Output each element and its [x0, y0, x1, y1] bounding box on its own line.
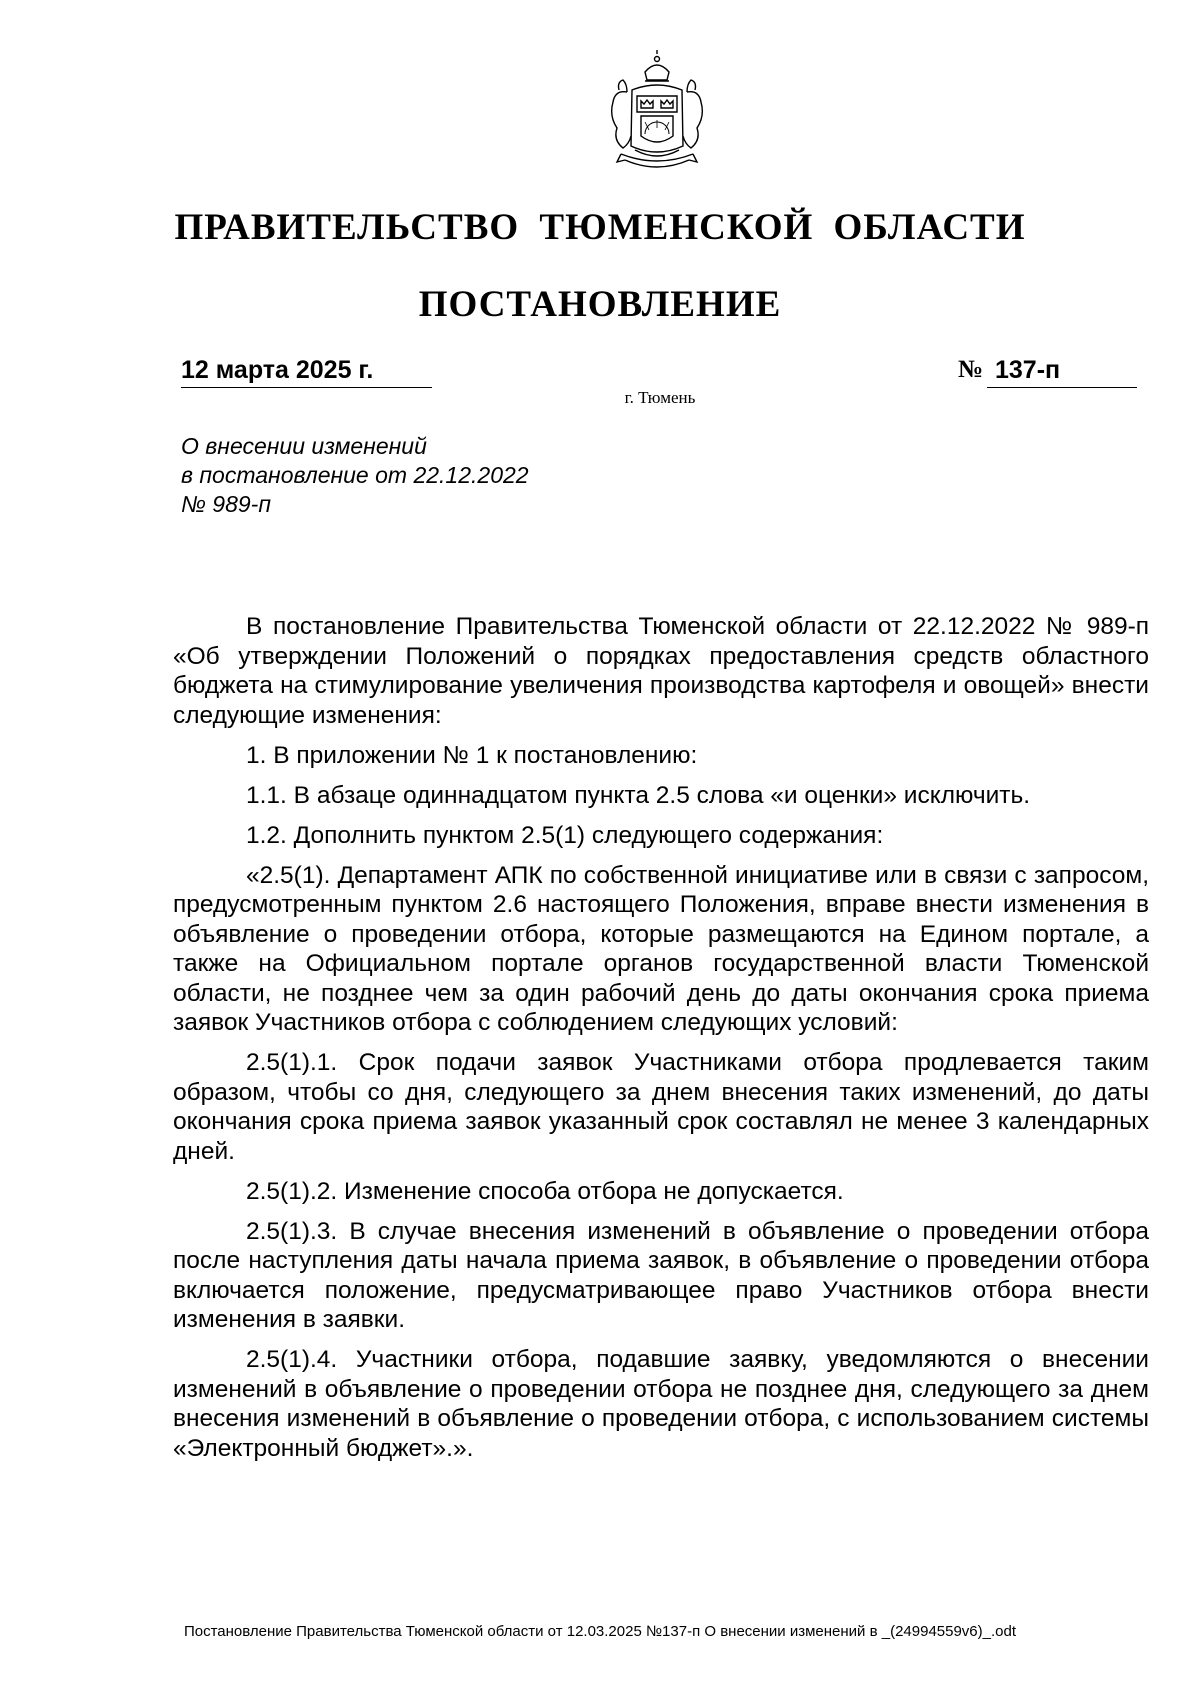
body-paragraph: «2.5(1). Департамент АПК по собственной инициативе или в связи с запросом, предусмотренным пунктом 2.6 настоящего Положения, вправе внести изменения в объявление о проведении отбора, которые размещаются на Едином портале, а также на Официальном портале органов государственной власти Тюменской области, не позднее чем за один рабочий день до даты окончания срока приема заявок Участников отбора с соблюдением следующих условий: [173, 861, 1149, 1036]
coat-of-arms-icon [587, 50, 727, 190]
organization-title: ПРАВИТЕЛЬСТВО ТЮМЕНСКОЙ ОБЛАСТИ [174, 207, 1026, 248]
body-paragraph: 2.5(1).1. Срок подачи заявок Участниками отбора продлевается таким образом, чтобы со дня, следующего за днем внесения таких изменений, до даты окончания срока приема заявок указанный срок составлял не менее 3 календарных дней. [173, 1049, 1149, 1165]
document-city: г. Тюмень [624, 388, 696, 407]
subject-line: О внесении изменений [181, 433, 427, 459]
body-paragraph: 1.2. Дополнить пунктом 2.5(1) следующего содержания: [246, 821, 884, 849]
body-paragraph: 2.5(1).4. Участники отбора, подавшие заявку, уведомляются о внесении изменений в объявление о проведении отбора не позднее дня, следующего за днем внесения изменений в объявление о проведении отбора, с использованием системы «Электронный бюджет».». [173, 1346, 1149, 1462]
page-footer: Постановление Правительства Тюменской области от 12.03.2025 №137-п О внесении изменений в _(24994559v6)_.odt [183, 1623, 1017, 1640]
body-paragraph: 1. В приложении № 1 к постановлению: [246, 741, 698, 769]
body-paragraph: В постановление Правительства Тюменской области от 22.12.2022 № 989-п «Об утверждении Положений о порядках предоставления средств областного бюджета на стимулирование увеличения производства картофеля и овощей» внести следующие изменения: [173, 613, 1149, 729]
document-type: ПОСТАНОВЛЕНИЕ [418, 284, 782, 325]
document-date: 12 марта 2025 г. [181, 356, 432, 388]
body-paragraph: 2.5(1).2. Изменение способа отбора не допускается. [246, 1177, 844, 1205]
subject-line: в постановление от 22.12.2022 [181, 462, 529, 488]
body-paragraph: 2.5(1).3. В случае внесения изменений в объявление о проведении отбора после наступления даты начала приема заявок, в объявление о проведении отбора включается положение, предусматривающее право Участников отбора внести изменения в заявки. [173, 1217, 1149, 1333]
body-paragraph: 1.1. В абзаце одиннадцатом пункта 2.5 слова «и оценки» исключить. [246, 781, 1031, 809]
document-subject [181, 432, 681, 519]
subject-line: № 989-п [181, 491, 271, 517]
document-number: 137-п [987, 356, 1137, 388]
document-number-block [958, 356, 1138, 388]
number-sign: № [958, 356, 984, 383]
document-body [173, 612, 1149, 1474]
